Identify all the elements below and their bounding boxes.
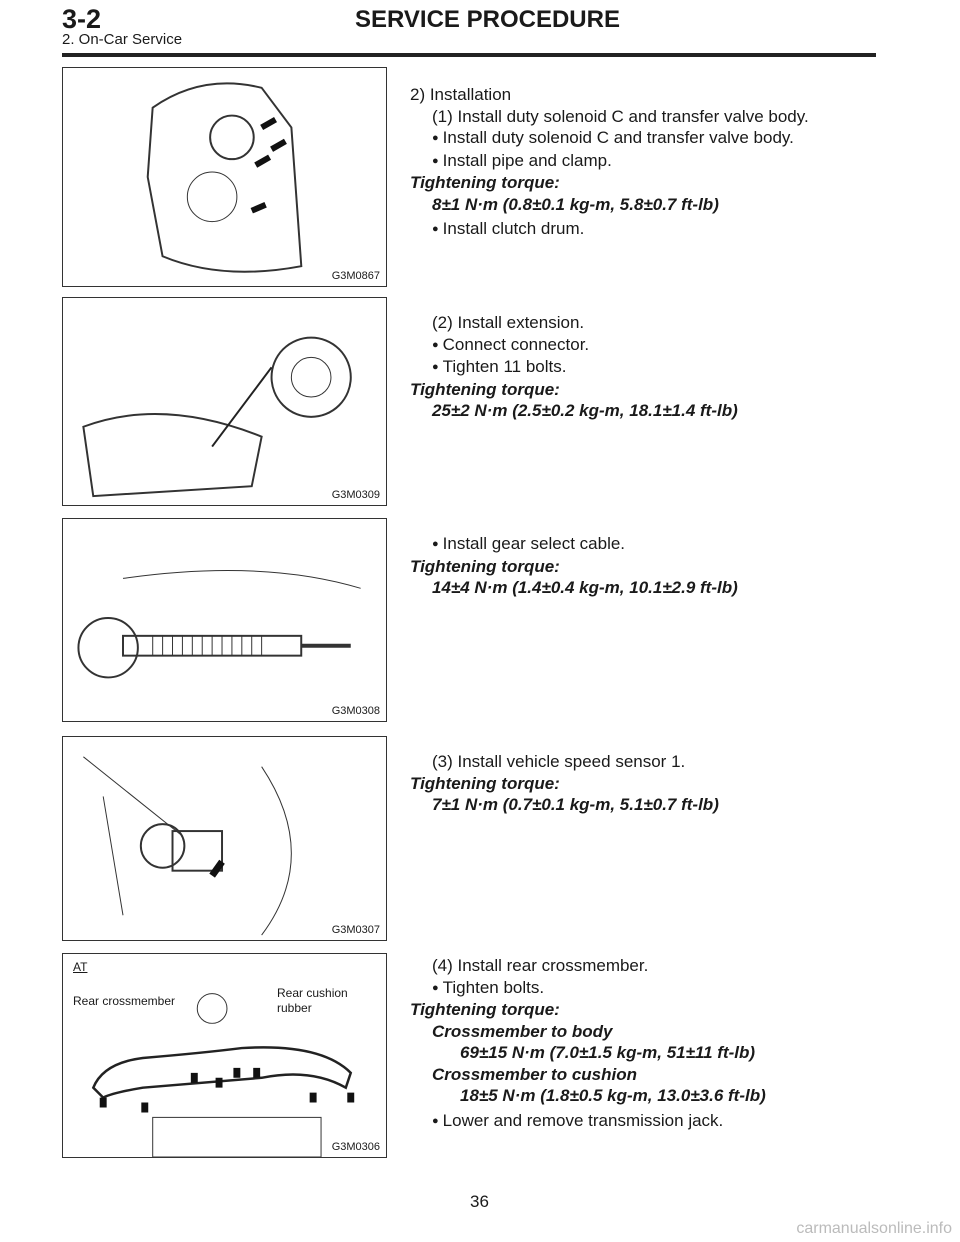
watermark: carmanualsonline.info <box>796 1220 952 1237</box>
label-rear-crossmember: Rear crossmember <box>73 994 176 1008</box>
step-extension <box>410 312 738 422</box>
label-rear-cushion: Rear cushion <box>277 986 348 1000</box>
speed-sensor-illustration <box>63 737 386 940</box>
figure-caption: G3M0867 <box>331 270 380 282</box>
torque-label: Tightening torque: <box>410 173 560 192</box>
bullet-item: ● Install pipe and clamp. <box>410 150 809 173</box>
step-item: (2) Install extension. <box>432 313 585 332</box>
torque-label: Tightening torque: <box>410 1000 560 1019</box>
step-item: (3) Install vehicle speed sensor 1. <box>432 752 686 771</box>
torque-sublabel: Crossmember to body <box>432 1021 613 1041</box>
step-crossmember <box>410 955 766 1132</box>
torque-value: 8±1 N·m (0.8±0.1 kg-m, 5.8±0.7 ft-lb) <box>432 194 719 214</box>
figure-extension <box>62 297 387 506</box>
torque-label: Tightening torque: <box>410 556 560 576</box>
page-title: SERVICE PROCEDURE <box>355 6 620 33</box>
extension-illustration <box>63 298 386 505</box>
step-speed-sensor <box>410 751 719 816</box>
figure-select-cable <box>62 518 387 722</box>
figure-caption: G3M0306 <box>331 1141 380 1153</box>
torque-sublabel: Crossmember to cushion <box>432 1064 637 1084</box>
torque-value: 14±4 N·m (1.4±0.4 kg-m, 10.1±2.9 ft-lb) <box>432 578 738 597</box>
bullet-item: ● Install gear select cable. <box>410 533 738 556</box>
torque-value: 18±5 N·m (1.8±0.5 kg-m, 13.0±3.6 ft-lb) <box>460 1086 766 1105</box>
torque-label: Tightening torque: <box>410 379 560 399</box>
label-rubber: rubber <box>277 1001 312 1015</box>
torque-value: 25±2 N·m (2.5±0.2 kg-m, 18.1±1.4 ft-lb) <box>432 401 738 420</box>
subtitle: 2. On-Car Service <box>62 31 183 48</box>
bullet-item: ● Lower and remove transmission jack. <box>410 1110 766 1133</box>
bullet-item: ● Tighten 11 bolts. <box>410 356 738 379</box>
torque-label: Tightening torque: <box>410 773 560 793</box>
select-cable-illustration <box>63 519 386 721</box>
step-item: (4) Install rear crossmember. <box>432 956 649 975</box>
step-item: (1) Install duty solenoid C and transfer valve body. <box>432 106 809 126</box>
transmission-illustration <box>63 68 386 286</box>
bullet-item: ● Install clutch drum. <box>410 218 809 241</box>
bullet-item: ● Tighten bolts. <box>410 977 766 1000</box>
label-at: AT <box>73 960 88 974</box>
step-installation <box>410 84 809 241</box>
step-heading: 2) Installation <box>410 85 512 104</box>
bullet-item: ● Install duty solenoid C and transfer valve body. <box>410 127 809 150</box>
section-number: 3-2 <box>62 4 102 34</box>
step-select-cable <box>410 533 738 599</box>
figure-caption: G3M0308 <box>331 705 380 717</box>
bullet-item: ● Connect connector. <box>410 334 738 357</box>
figure-caption: G3M0309 <box>331 489 380 501</box>
torque-value: 7±1 N·m (0.7±0.1 kg-m, 5.1±0.7 ft-lb) <box>432 795 719 814</box>
torque-value: 69±15 N·m (7.0±1.5 kg-m, 51±11 ft-lb) <box>460 1043 756 1062</box>
page-number: 36 <box>470 1192 489 1211</box>
figure-solenoid <box>62 67 387 287</box>
figure-speed-sensor <box>62 736 387 941</box>
figure-crossmember <box>62 953 387 1158</box>
crossmember-illustration <box>63 954 386 1157</box>
header-rule <box>62 53 876 57</box>
figure-caption: G3M0307 <box>331 924 380 936</box>
